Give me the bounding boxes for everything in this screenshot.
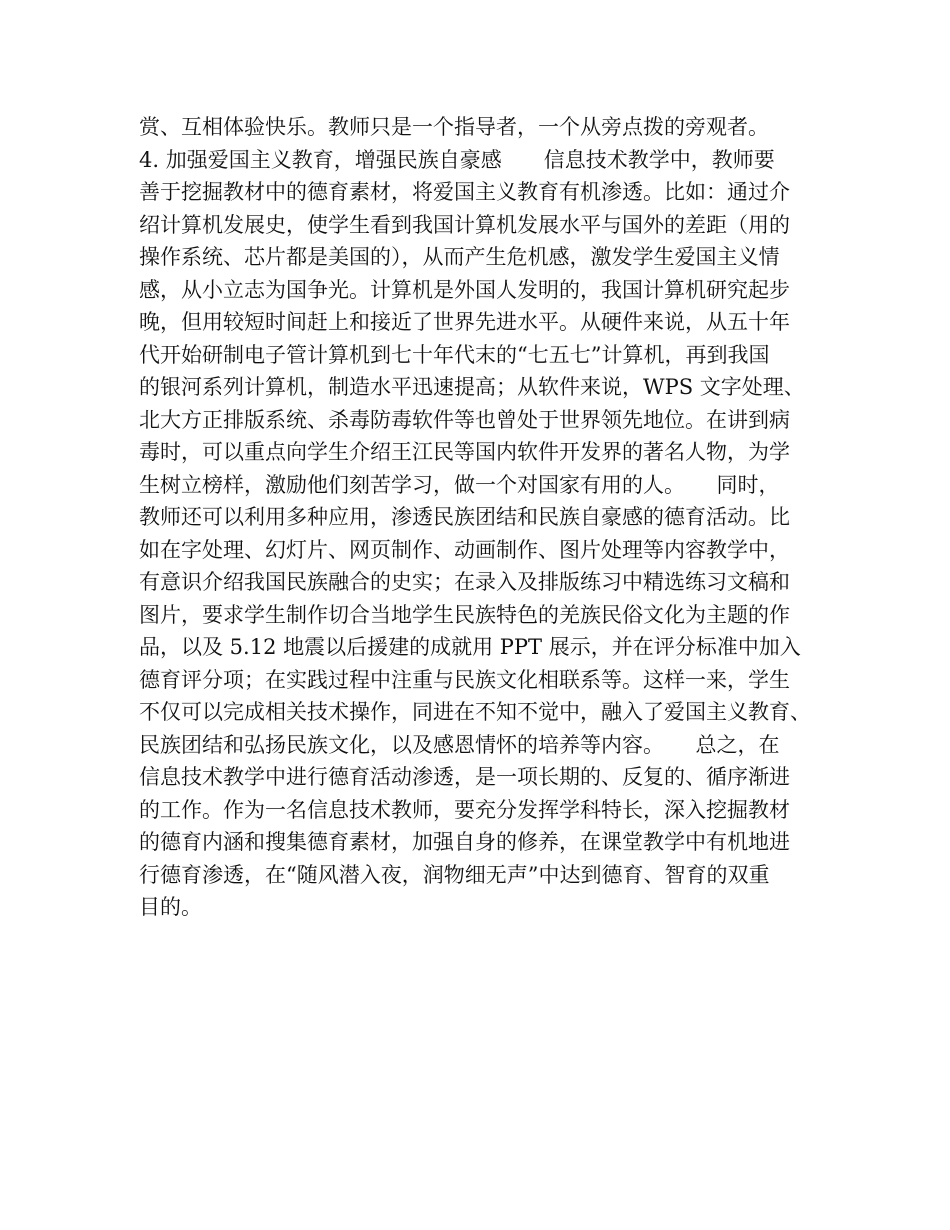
text-line: 民族团结和弘扬民族文化，以及感恩情怀的培养等内容。 总之，在 — [139, 732, 780, 757]
text-line: 不仅可以完成相关技术操作，同进在不知不觉中，融入了爱国主义教育、 — [139, 700, 811, 724]
text-line: 操作系统、芯片都是美国的），从而产生危机感，激发学生爱国主义情 — [139, 245, 780, 269]
text-line: 品，以及 5.12 地震以后援建的成就用 PPT 展示，并在评分标准中加入 — [139, 635, 801, 659]
text-line: 的工作。作为一名信息技术教师，要充分发挥学科特长，深入挖掘教材 — [139, 797, 790, 822]
text-line: 北大方正排版系统、杀毒防毒软件等也曾处于世界领先地位。在讲到病 — [139, 407, 790, 432]
text-line: 的银河系列计算机，制造水平迅速提高；从软件来说，WPS 文字处理、 — [139, 375, 805, 399]
text-line: 代开始研制电子管计算机到七十年代末的“七五七”计算机，再到我国 — [139, 342, 770, 367]
text-line: 生树立榜样，激励他们刻苦学习，做一个对国家有用的人。 同时， — [139, 472, 780, 497]
text-line: 晚，但用较短时间赶上和接近了世界先进水平。从硬件来说，从五十年 — [139, 310, 790, 334]
text-line: 4. 加强爱国主义教育，增强民族自豪感 信息技术教学中，教师要 — [139, 147, 775, 172]
text-line: 德育评分项；在实践过程中注重与民族文化相联系等。这样一来，学生 — [139, 667, 790, 692]
text-line: 感，从小立志为国争光。计算机是外国人发明的，我国计算机研究起步 — [139, 277, 790, 302]
text-line: 赏、互相体验快乐。教师只是一个指导者，一个从旁点拨的旁观者。 — [139, 115, 769, 139]
text-line: 目的。 — [139, 895, 202, 919]
text-line: 如在字处理、幻灯片、网页制作、动画制作、图片处理等内容教学中， — [139, 537, 790, 562]
text-line: 善于挖掘教材中的德育素材，将爱国主义教育有机渗透。比如：通过介 — [139, 180, 790, 204]
text-line: 有意识介绍我国民族融合的史实；在录入及排版练习中精选练习文稿和 — [139, 570, 790, 594]
text-line: 的德育内涵和搜集德育素材，加强自身的修养，在课堂教学中有机地进 — [139, 830, 790, 854]
body-text — [139, 111, 829, 924]
text-line: 绍计算机发展史，使学生看到我国计算机发展水平与国外的差距（用的 — [139, 212, 790, 237]
text-line: 行德育渗透，在“随风潜入夜，润物细无声”中达到德育、智育的双重 — [139, 862, 770, 887]
text-line: 图片，要求学生制作切合当地学生民族特色的羌族民俗文化为主题的作 — [139, 602, 790, 627]
text-line: 教师还可以利用多种应用，渗透民族团结和民族自豪感的德育活动。比 — [139, 505, 790, 529]
text-line: 信息技术教学中进行德育活动渗透，是一项长期的、反复的、循序渐进 — [139, 765, 790, 789]
text-line: 毒时，可以重点向学生介绍王江民等国内软件开发界的著名人物，为学 — [139, 440, 790, 464]
